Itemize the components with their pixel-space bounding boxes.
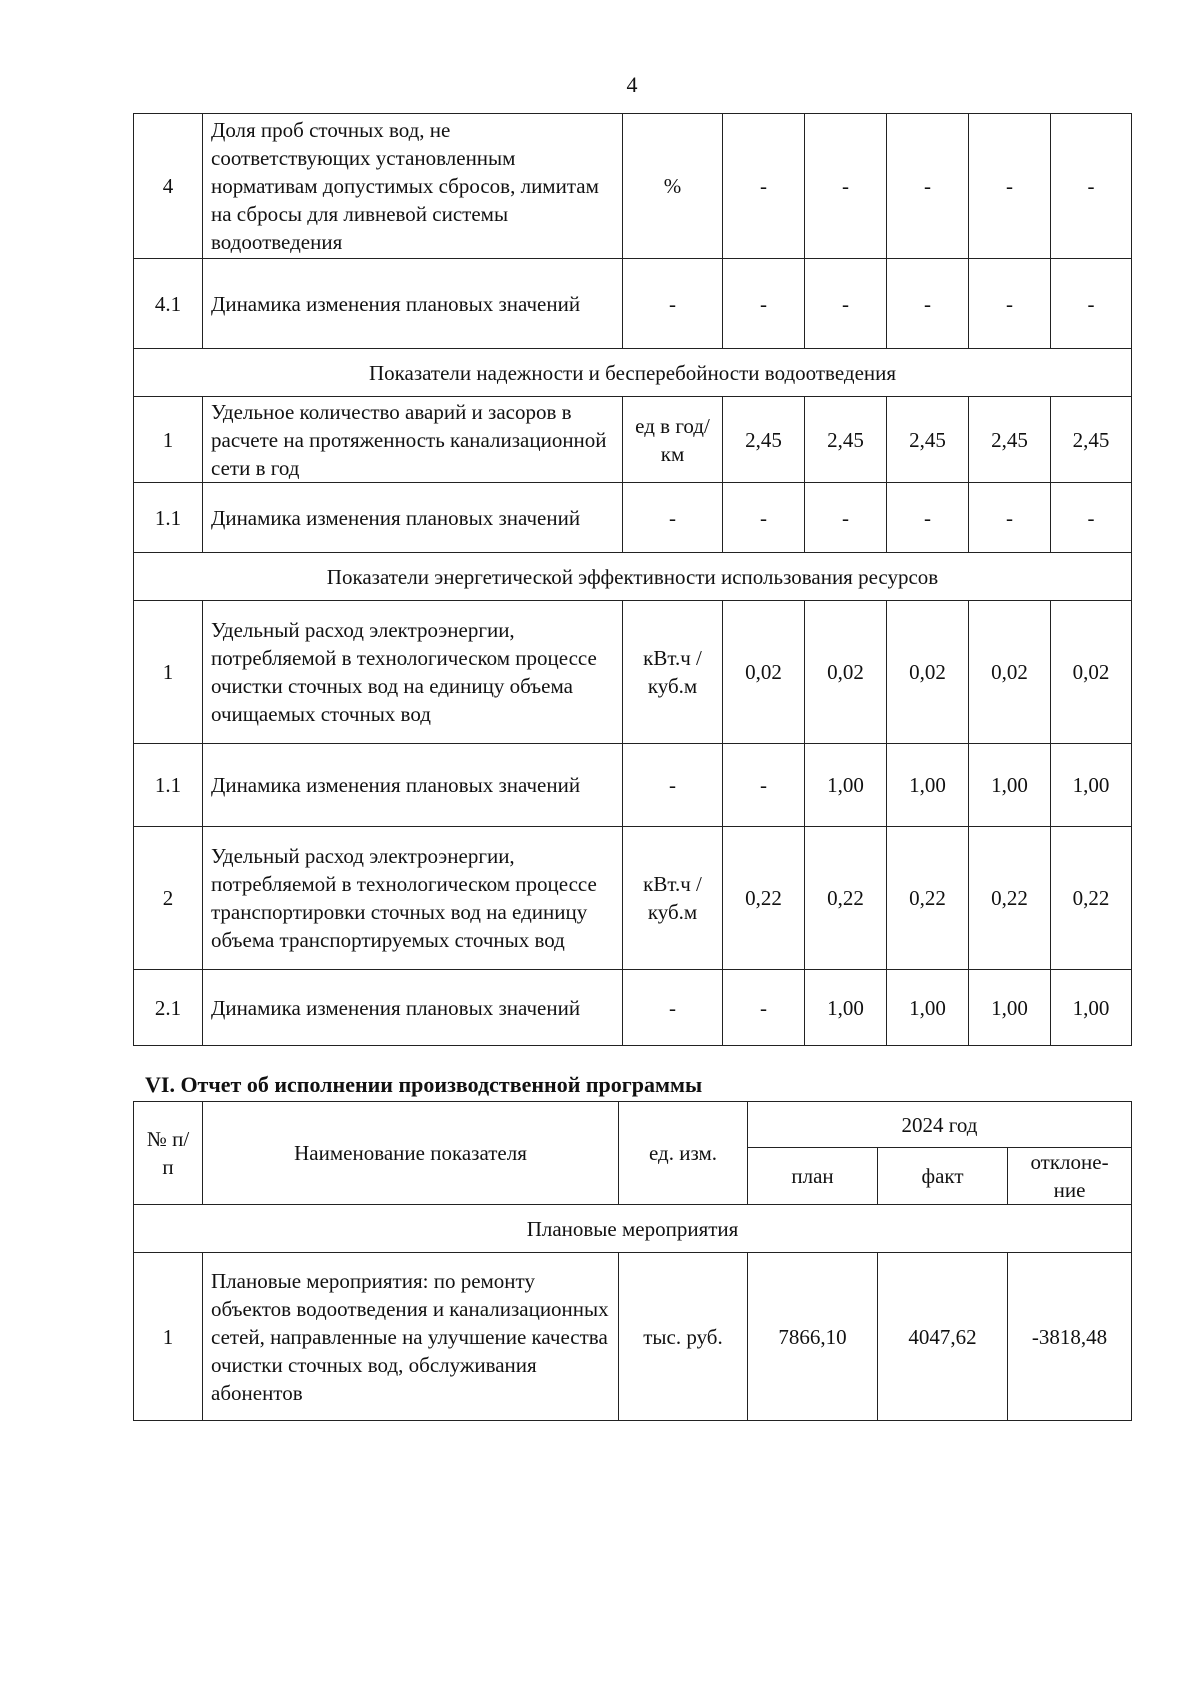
value-cell: 2,45 (1051, 397, 1132, 483)
value-cell: 1,00 (887, 744, 969, 827)
row-number: 1.1 (134, 483, 203, 553)
header-row (134, 1102, 1132, 1148)
value-cell: - (887, 259, 969, 349)
value-cell: 0,22 (805, 827, 887, 970)
value-cell: 0,22 (723, 827, 805, 970)
plan-value: 7866,10 (748, 1253, 878, 1421)
value-cell: - (969, 114, 1051, 259)
value-cell: 1,00 (805, 970, 887, 1046)
value-cell: 1,00 (969, 970, 1051, 1046)
section-title-planned: Плановые мероприятия (134, 1205, 1132, 1253)
fact-value: 4047,62 (878, 1253, 1008, 1421)
header-deviation: отклоне-ние (1008, 1148, 1132, 1205)
indicator-name: Динамика изменения плановых значений (203, 483, 623, 553)
unit-cell: - (623, 970, 723, 1046)
row-number: 2.1 (134, 970, 203, 1046)
value-cell: 1,00 (969, 744, 1051, 827)
value-cell: - (805, 259, 887, 349)
unit-cell: тыс. руб. (619, 1253, 748, 1421)
table-row (134, 114, 1132, 259)
value-cell: 1,00 (1051, 744, 1132, 827)
value-cell: - (1051, 114, 1132, 259)
value-cell: 0,02 (969, 601, 1051, 744)
value-cell: - (723, 259, 805, 349)
value-cell: 2,45 (723, 397, 805, 483)
value-cell: 1,00 (887, 970, 969, 1046)
value-cell: - (969, 483, 1051, 553)
value-cell: 1,00 (805, 744, 887, 827)
value-cell: - (805, 483, 887, 553)
header-name: Наименование показателя (203, 1102, 619, 1205)
indicator-name: Удельное количество аварий и засоров в расчете на протяженность канализационной сети в год (203, 397, 623, 483)
indicator-name: Удельный расход электроэнергии, потребляемой в технологическом процессе транспортировки сточных вод на единицу объема транспортируемых сточных вод (203, 827, 623, 970)
row-number: 4.1 (134, 259, 203, 349)
header-year: 2024 год (748, 1102, 1132, 1148)
value-cell: 2,45 (887, 397, 969, 483)
value-cell: 0,22 (887, 827, 969, 970)
unit-cell: - (623, 259, 723, 349)
value-cell: - (887, 483, 969, 553)
value-cell: - (1051, 483, 1132, 553)
value-cell: 0,22 (1051, 827, 1132, 970)
indicator-name: Динамика изменения плановых значений (203, 744, 623, 827)
section-row (134, 553, 1132, 601)
indicator-name: Доля проб сточных вод, не соответствующих установленным нормативам допустимых сбросов, лимитам на сбросы для ливневой системы водоотведения (203, 114, 623, 259)
unit-cell: - (623, 744, 723, 827)
header-fact: факт (878, 1148, 1008, 1205)
program-report-table (133, 1101, 1132, 1421)
indicators-table (133, 113, 1132, 1046)
section-title-reliability: Показатели надежности и бесперебойности водоотведения (134, 349, 1132, 397)
section-row (134, 349, 1132, 397)
table-row (134, 483, 1132, 553)
table-row (134, 601, 1132, 744)
value-cell: - (969, 259, 1051, 349)
table-row (134, 1253, 1132, 1421)
header-plan: план (748, 1148, 878, 1205)
row-number: 1 (134, 1253, 203, 1421)
table-row (134, 827, 1132, 970)
unit-cell: ед в год/ км (623, 397, 723, 483)
value-cell: 2,45 (969, 397, 1051, 483)
header-unit: ед. изм. (619, 1102, 748, 1205)
section-row (134, 1205, 1132, 1253)
section-heading: VI. Отчет об исполнении производственной программы (145, 1072, 703, 1097)
indicator-name: Плановые мероприятия: по ремонту объектов водоотведения и канализационных сетей, направленные на улучшение качества очистки сточных вод, обслуживания абонентов (203, 1253, 619, 1421)
value-cell: 0,02 (723, 601, 805, 744)
row-number: 2 (134, 827, 203, 970)
value-cell: - (723, 970, 805, 1046)
row-number: 1 (134, 601, 203, 744)
indicator-name: Удельный расход электроэнергии, потребляемой в технологическом процессе очистки сточных вод на единицу объема очищаемых сточных вод (203, 601, 623, 744)
row-number: 4 (134, 114, 203, 259)
deviation-value: -3818,48 (1008, 1253, 1132, 1421)
indicator-name: Динамика изменения плановых значений (203, 259, 623, 349)
table-row (134, 744, 1132, 827)
value-cell: - (805, 114, 887, 259)
row-number: 1.1 (134, 744, 203, 827)
value-cell: 0,02 (805, 601, 887, 744)
section-title-energy: Показатели энергетической эффективности использования ресурсов (134, 553, 1132, 601)
header-num: № п/п (134, 1102, 203, 1205)
page-number: 4 (626, 72, 638, 97)
value-cell: 0,02 (1051, 601, 1132, 744)
table-row (134, 970, 1132, 1046)
value-cell: - (723, 483, 805, 553)
row-number: 1 (134, 397, 203, 483)
unit-cell: % (623, 114, 723, 259)
value-cell: - (723, 744, 805, 827)
unit-cell: - (623, 483, 723, 553)
value-cell: 0,22 (969, 827, 1051, 970)
value-cell: 1,00 (1051, 970, 1132, 1046)
unit-cell: кВт.ч / куб.м (623, 601, 723, 744)
value-cell: 2,45 (805, 397, 887, 483)
unit-cell: кВт.ч / куб.м (623, 827, 723, 970)
value-cell: 0,02 (887, 601, 969, 744)
table-row (134, 397, 1132, 483)
value-cell: - (723, 114, 805, 259)
indicator-name: Динамика изменения плановых значений (203, 970, 623, 1046)
value-cell: - (887, 114, 969, 259)
table-row (134, 259, 1132, 349)
value-cell: - (1051, 259, 1132, 349)
